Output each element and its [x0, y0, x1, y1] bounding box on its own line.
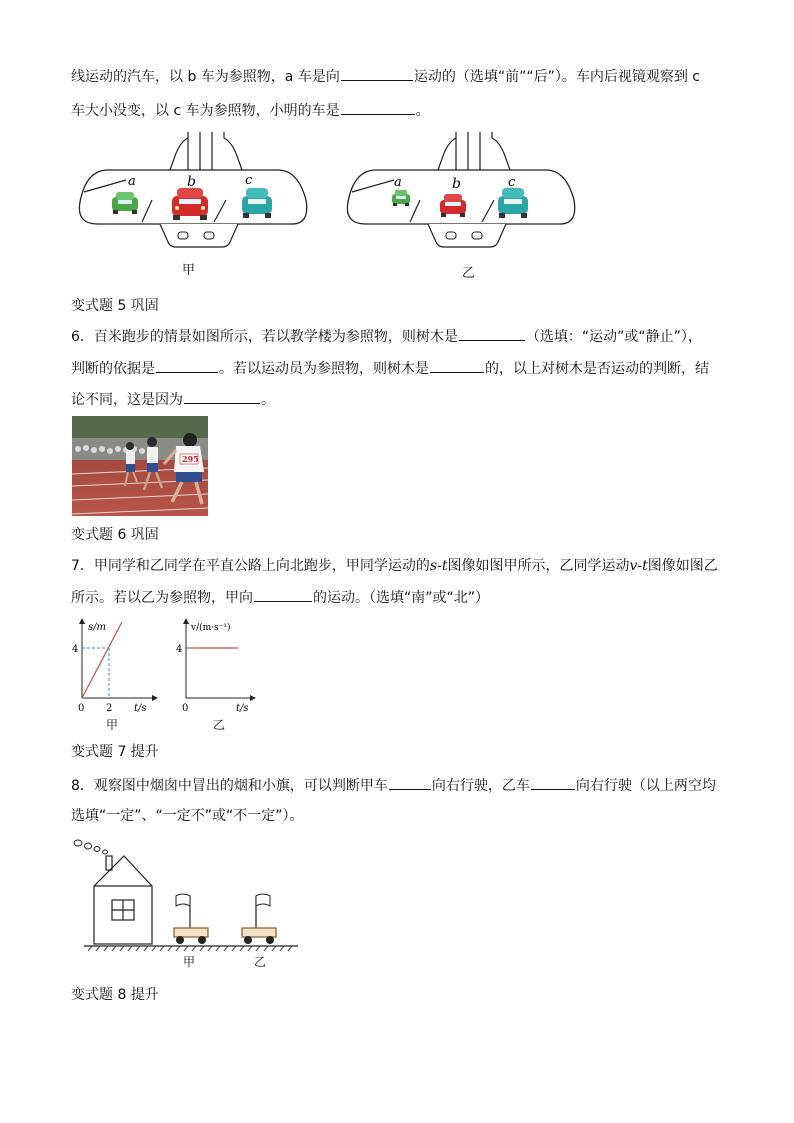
q7-line-1-text-c: 图像如图乙 [647, 558, 718, 574]
cart-jia-icon [174, 894, 208, 944]
cart-yi-icon [242, 894, 276, 944]
q6-line-3 [71, 389, 275, 410]
q5-line-2-text-a: 车大小没变，以 c 车为参照物，小明的车是 [71, 103, 340, 119]
graph-jia-x-label: t/s [134, 703, 147, 714]
q8-line-1 [71, 775, 716, 796]
q6-variant-tag: 变式题 6 巩固 [71, 527, 159, 543]
q6-line-1 [71, 326, 702, 347]
graph-yi-y-tick: 4 [176, 644, 183, 655]
graph-jia-caption: 甲 [106, 718, 119, 732]
q7-variant-tag: 变式题 7 提升 [71, 744, 159, 760]
q5-line-1-text-a: 线运动的汽车，以 b 车为参照物，a 车是向 [71, 69, 340, 85]
q8-blank-1[interactable] [389, 775, 431, 790]
q8-variant-tag: 变式题 8 提升 [71, 987, 159, 1003]
q6-line-1-text-b: （选填：“运动”或“静止”）， [525, 329, 702, 345]
q5-line-1 [71, 66, 700, 87]
q8-house-and-carts-figure [70, 834, 302, 952]
mirror-jia-caption: 甲 [182, 263, 196, 278]
q8-line-1-text-c: 向右行驶（以上两空均 [575, 778, 716, 794]
q6-line-2-text-c: 的，以上对树木是否运动的判断，结 [485, 361, 709, 377]
graph-jia-y-tick: 4 [72, 644, 79, 655]
cart-yi-caption: 乙 [254, 955, 267, 969]
q5-line-2-text-b: 。 [415, 103, 430, 119]
house-icon [94, 856, 152, 944]
mirror-yi-label-a: a [394, 175, 402, 190]
q7-graph-yi-vt [174, 618, 274, 716]
q6-blank-2[interactable] [156, 358, 218, 373]
q6-blank-3[interactable] [430, 358, 484, 373]
car-c-icon [242, 188, 272, 218]
q7-line-1-text-b: 图像如图甲所示，乙同学运动 [447, 558, 630, 574]
mirror-yi-label-c: c [508, 175, 516, 190]
q7-line-2-text-b: 的运动。（选填“南”或“北”） [313, 590, 490, 606]
q6-line-3-text-a: 论不同，这是因为 [71, 392, 183, 408]
graph-yi-x-label: t/s [236, 703, 249, 714]
q7-st-symbol: s-t [429, 558, 448, 574]
graph-jia-origin: 0 [78, 703, 85, 714]
q7-line-1-text-a: 7．甲同学和乙同学在平直公路上向北跑步，甲同学运动的 [71, 558, 430, 574]
graph-yi-caption: 乙 [213, 718, 226, 732]
mirror-yi [347, 132, 574, 247]
q7-line-2-text-a: 所示。若以乙为参照物，甲向 [71, 590, 253, 606]
q7-vt-symbol: v-t [629, 558, 648, 574]
q6-line-2 [71, 358, 709, 379]
q6-line-2-text-b: 。若以运动员为参照物，则树木是 [219, 361, 429, 377]
mirror-jia [79, 132, 306, 247]
q8-line-1-text-b: 向右行驶，乙车 [431, 778, 530, 794]
mirror-jia-label-b: b [187, 174, 196, 190]
q7-line-1 [71, 556, 718, 576]
graph-yi-y-label: v/(m·s⁻¹) [191, 623, 231, 633]
q8-line-2: 选填“一定”、“一定不”或“不一定”）。 [71, 808, 304, 824]
mirror-yi-caption: 乙 [462, 266, 476, 281]
graph-yi-origin: 0 [182, 703, 189, 714]
q6-blank-1[interactable] [459, 326, 525, 341]
q7-blank-1[interactable] [254, 587, 312, 602]
car-b-icon [172, 188, 208, 220]
runner-bib-number: 295 [182, 454, 199, 464]
q6-blank-4[interactable] [184, 389, 260, 404]
q5-line-1-text-b: 运动的（选填“前”“后”）。车内后视镜观察到 c [413, 69, 700, 85]
mirror-jia-label-a: a [128, 174, 136, 189]
chimney-smoke-icon [74, 840, 108, 854]
q5-variant-tag: 变式题 5 巩固 [71, 298, 159, 314]
q7-graph-jia-st [70, 618, 160, 716]
graph-jia-x-tick: 2 [106, 703, 113, 714]
q8-line-1-text-a: 8．观察图中烟囱中冒出的烟和小旗，可以判断甲车 [71, 778, 388, 794]
q8-blank-2[interactable] [531, 775, 575, 790]
graph-jia-y-label: s/m [88, 622, 106, 633]
mirror-yi-label-b: b [452, 176, 461, 192]
mirror-jia-label-c: c [245, 173, 253, 188]
running-race-photo [72, 416, 208, 516]
q5-rearview-mirror-figure [70, 130, 590, 255]
q5-line-2 [71, 100, 430, 121]
q5-blank-2[interactable] [341, 100, 415, 115]
q6-line-2-text-a: 判断的依据是 [71, 361, 155, 377]
cart-jia-caption: 甲 [183, 955, 196, 969]
q6-line-1-text-a: 6．百米跑步的情景如图所示，若以教学楼为参照物，则树木是 [71, 329, 458, 345]
q6-line-3-text-b: 。 [261, 392, 275, 408]
q5-blank-1[interactable] [341, 66, 413, 81]
q7-line-2 [71, 587, 489, 608]
car-c-icon [498, 188, 528, 218]
